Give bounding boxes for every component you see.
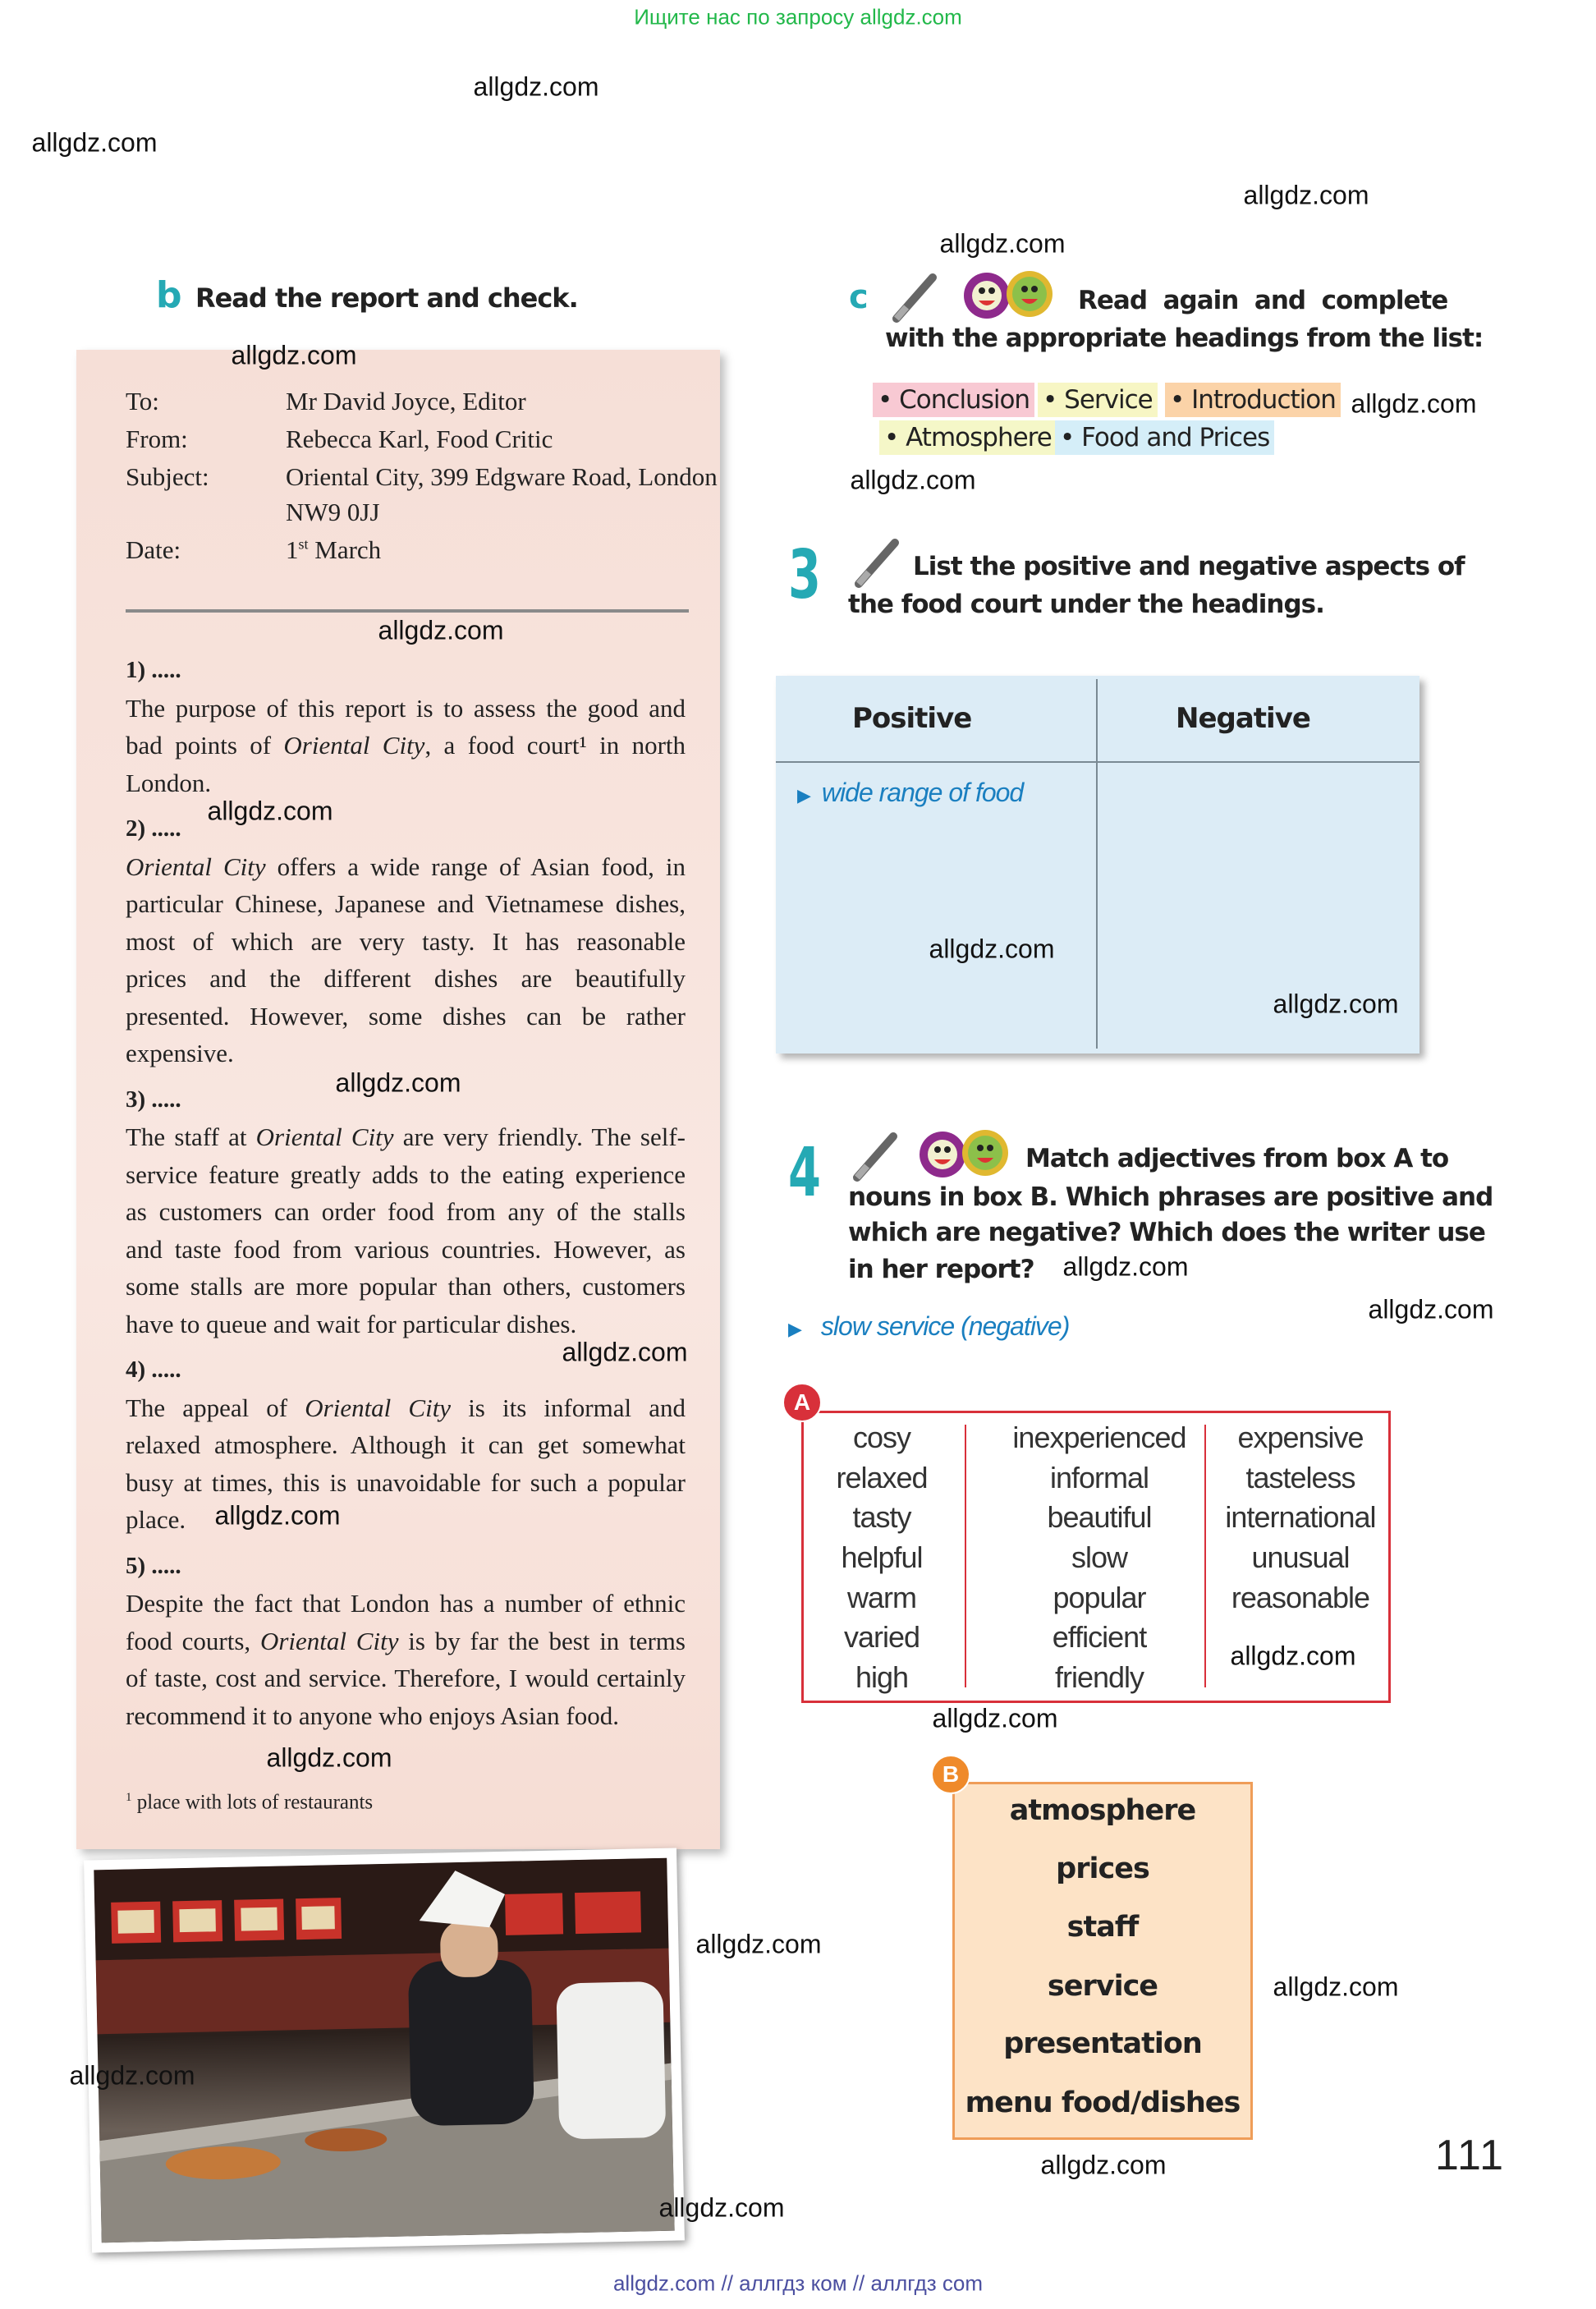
exercise-b-header <box>156 274 578 316</box>
report-line: Oriental City offers a wide range of Asian food, in <box>126 852 686 881</box>
bullet-arrow-icon: ▶ <box>797 785 810 806</box>
report-line: place. <box>126 1505 186 1534</box>
header-value: Rebecca Karl, Food Critic <box>286 425 553 453</box>
header-value: Oriental City, 399 Edgware Road, London <box>286 462 718 491</box>
watermark: allgdz.com <box>1351 388 1477 419</box>
noun: prices <box>1056 1852 1149 1885</box>
example-answer <box>797 778 1023 808</box>
page-number: 111 <box>1435 2132 1506 2179</box>
watermark: allgdz.com <box>1243 180 1369 210</box>
adjective: warm <box>847 1580 916 1614</box>
column-header-positive: Positive <box>852 702 972 735</box>
watermark: allgdz.com <box>695 1929 822 1959</box>
watermark: allgdz.com <box>231 340 357 370</box>
chef-cooking-image <box>94 1858 674 2243</box>
pair-work-smileys-icon <box>962 269 1059 320</box>
box-a-badge: A <box>782 1383 822 1422</box>
adjective: inexperienced <box>1012 1421 1186 1454</box>
section-heading: 1) ..... <box>126 657 181 683</box>
exercise-number: 3 <box>788 536 821 614</box>
watermark: allgdz.com <box>473 71 599 102</box>
report-header-from <box>126 425 553 454</box>
top-banner[interactable]: Ищите нас по запросу allgdz.com <box>634 4 962 30</box>
report-line: some stalls are more popular than others, customers <box>126 1272 686 1301</box>
adjective: cosy <box>852 1421 911 1454</box>
bullet-arrow-icon: ▶ <box>788 1319 801 1339</box>
watermark: allgdz.com <box>932 1703 1058 1733</box>
exercise-number: 4 <box>788 1134 821 1212</box>
exercise-4-example <box>788 1311 1069 1342</box>
example-text: wide range of food <box>821 778 1024 807</box>
header-label: To: <box>126 387 159 415</box>
adjective: expensive <box>1237 1421 1364 1454</box>
adjective: international <box>1225 1500 1376 1535</box>
footer-links[interactable]: allgdz.com // аллгдз ком // аллгдз com <box>612 2270 984 2296</box>
report-header-subject <box>126 462 718 492</box>
footnote <box>126 1791 373 1814</box>
watermark: allgdz.com <box>1040 2150 1167 2180</box>
report-line: relaxed atmosphere. Although it can get somewhat <box>126 1430 686 1459</box>
exercise-4-line1: Match adjectives from box A to <box>1025 1144 1449 1173</box>
exercise-c-line1: Read again and complete <box>1078 286 1448 315</box>
watermark: allgdz.com <box>214 1500 341 1531</box>
heading-chip-introduction: • Introduction <box>1165 383 1341 417</box>
report-line: Despite the fact that London has a number of ethnic <box>126 1589 686 1618</box>
date-suffix: st <box>298 535 309 553</box>
exercise-4-line4: in her report? <box>848 1255 1034 1284</box>
report-line: prices and the different dishes are beautifully <box>126 964 686 993</box>
example-text: slow service (negative) <box>820 1311 1070 1341</box>
pencil-icon <box>851 1132 900 1182</box>
report-line: food courts, Oriental City is by far the best in terms <box>126 1626 686 1655</box>
watermark: allgdz.com <box>207 796 333 826</box>
report-line: most of which are very tasty. It has reasonable <box>126 926 686 956</box>
report-line: particular Chinese, Japanese and Vietnamese dishes, <box>126 889 686 918</box>
footnote-mark: 1 <box>126 1791 132 1804</box>
header-value: Mr David Joyce, Editor <box>286 387 526 415</box>
header-divider <box>126 609 689 613</box>
report-line: of taste, cost and service. Therefore, I would certainly <box>126 1664 686 1692</box>
section-heading: 2) ..... <box>126 815 181 842</box>
watermark: allgdz.com <box>850 465 976 495</box>
report-panel <box>76 350 720 1849</box>
date-day: 1 <box>286 535 299 564</box>
heading-chip-service: • Service <box>1038 383 1158 417</box>
header-label: Subject: <box>126 462 209 491</box>
adjective: varied <box>843 1620 920 1655</box>
report-line: presented. However, some dishes can be rather <box>126 1001 686 1031</box>
watermark: allgdz.com <box>1273 1972 1399 2002</box>
report-line: The purpose of this report is to assess the good and <box>126 693 686 723</box>
watermark: allgdz.com <box>31 127 158 158</box>
header-value <box>286 535 381 565</box>
header-value: NW9 0JJ <box>286 498 380 526</box>
heading-chip-food-and-prices: • Food and Prices <box>1055 420 1274 455</box>
heading-chip-atmosphere: • Atmosphere <box>879 420 1057 455</box>
adjective: tasty <box>852 1500 911 1535</box>
nouns-box-b <box>952 1782 1253 2140</box>
section-heading: 3) ..... <box>126 1086 181 1113</box>
adjective: high <box>855 1660 909 1695</box>
footnote-text: place with lots of restaurants <box>136 1791 374 1814</box>
report-line: have to queue and wait for particular dishes. <box>126 1309 577 1338</box>
watermark: allgdz.com <box>658 2192 785 2223</box>
report-line: recommend it to anyone who enjoys Asian food. <box>126 1701 619 1730</box>
section-heading: 4) ..... <box>126 1356 181 1383</box>
noun: staff <box>1066 1911 1139 1944</box>
section-heading: 5) ..... <box>126 1552 181 1579</box>
watermark: allgdz.com <box>335 1067 461 1098</box>
food-court-photo <box>84 1848 685 2252</box>
table-header-divider <box>776 761 1419 763</box>
report-line: The appeal of Oriental City is its informal and <box>126 1393 686 1422</box>
pencil-icon <box>852 538 901 589</box>
watermark: allgdz.com <box>562 1337 688 1367</box>
column-header-negative: Negative <box>1176 702 1310 735</box>
box-b-badge: B <box>931 1755 970 1794</box>
report-line: expensive. <box>126 1039 234 1067</box>
watermark: allgdz.com <box>378 615 504 645</box>
report-line: as customers can order food from any of the stalls <box>126 1197 686 1226</box>
adjective: efficient <box>1052 1620 1147 1655</box>
noun: menu food/dishes <box>965 2086 1241 2119</box>
table-column-divider <box>1096 679 1098 1049</box>
noun: presentation <box>1003 2027 1202 2060</box>
noun: atmosphere <box>1009 1794 1196 1827</box>
exercise-letter: c <box>849 278 869 316</box>
watermark: allgdz.com <box>266 1742 392 1773</box>
adjective: tasteless <box>1245 1460 1355 1494</box>
watermark: allgdz.com <box>1230 1641 1356 1671</box>
adjective-column-2 <box>1001 1418 1198 1698</box>
report-line: busy at times, this is unavoidable for such a popular <box>126 1467 686 1497</box>
watermark: allgdz.com <box>69 2060 195 2091</box>
exercise-3-line1: List the positive and negative aspects of <box>913 552 1465 581</box>
report-line: and taste food from various countries. However, as <box>126 1234 686 1264</box>
report-line: The staff at Oriental City are very friendly. The self- <box>126 1122 686 1151</box>
watermark: allgdz.com <box>929 934 1055 964</box>
adjective: relaxed <box>836 1460 928 1494</box>
watermark: allgdz.com <box>1368 1294 1494 1324</box>
report-header-to <box>126 387 526 416</box>
exercise-c-header <box>849 278 869 316</box>
adjective: informal <box>1049 1460 1149 1494</box>
exercise-c-line2: with the appropriate headings from the list: <box>885 324 1484 353</box>
exercise-letter: b <box>156 274 182 316</box>
exercise-3-line2: the food court under the headings. <box>848 590 1324 619</box>
watermark: allgdz.com <box>1062 1251 1189 1282</box>
report-line: bad points of Oriental City, a food court¹ in north <box>126 731 686 760</box>
watermark: allgdz.com <box>939 228 1066 259</box>
pair-work-smileys-icon <box>918 1128 1015 1179</box>
adjective: beautiful <box>1047 1500 1152 1535</box>
adjective: slow <box>1071 1540 1128 1575</box>
noun: service <box>1047 1970 1158 2003</box>
report-header-date <box>126 535 382 565</box>
adjective-column-1 <box>804 1418 960 1698</box>
pencil-icon <box>890 273 939 324</box>
adjective: unusual <box>1251 1540 1350 1575</box>
heading-chip-conclusion: • Conclusion <box>873 383 1034 417</box>
date-month: March <box>314 535 382 564</box>
header-label: From: <box>126 425 188 453</box>
watermark: allgdz.com <box>1273 989 1399 1019</box>
exercise-4-line3: which are negative? Which does the writer use <box>848 1218 1485 1247</box>
exercise-4-line2: nouns in box B. Which phrases are positive and <box>848 1182 1493 1212</box>
header-label: Date: <box>126 535 181 564</box>
adjective: reasonable <box>1231 1580 1370 1614</box>
adjective: friendly <box>1054 1660 1144 1695</box>
exercise-instruction: Read the report and check. <box>195 282 578 314</box>
adjective-column-3 <box>1206 1418 1395 1618</box>
adjective: helpful <box>841 1540 923 1575</box>
report-line: service feature greatly adds to the eating experience <box>126 1159 686 1189</box>
report-line: London. <box>126 768 212 797</box>
column-divider <box>965 1425 966 1687</box>
adjective: popular <box>1053 1580 1146 1614</box>
